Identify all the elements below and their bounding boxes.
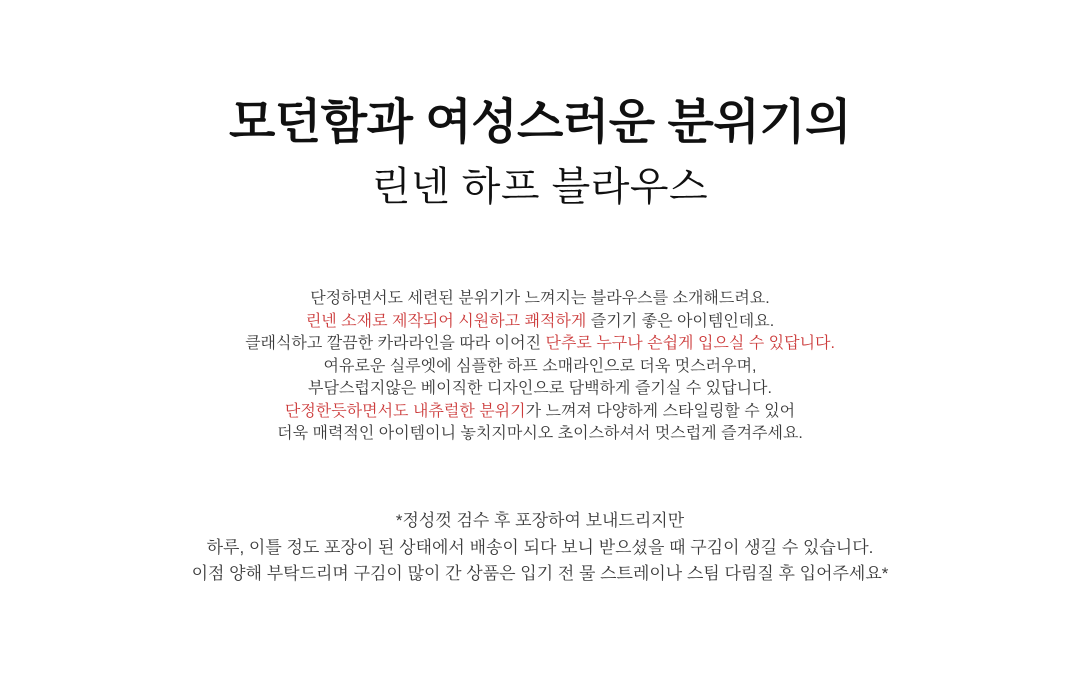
description-highlight-text: 린넨 소재로 제작되어 시원하고 쾌적하게 (305, 312, 587, 330)
description-plain-text: 가 느껴져 다양하게 스타일링할 수 있어 (525, 402, 796, 420)
description-line (0, 378, 1080, 401)
shipping-notice (0, 508, 1080, 588)
description-line (0, 423, 1080, 446)
description-plain-text: 클래식하고 깔끔한 카라라인을 따라 이어진 (245, 335, 546, 352)
description-line (0, 356, 1080, 379)
description-line (0, 288, 1080, 311)
product-description (0, 288, 1080, 446)
description-highlight-text: 단추로 누구나 손쉽게 입으실 수 있답니다. (545, 335, 835, 352)
description-line (0, 333, 1080, 356)
description-plain-text: 즐기기 좋은 아이템인데요. (586, 312, 775, 330)
description-plain-text: 여유로운 실루엣에 심플한 하프 소매라인으로 더욱 멋스러우며, (323, 357, 757, 375)
description-plain-text: 부담스럽지않은 베이직한 디자인으로 담백하게 즐기실 수 있답니다. (308, 380, 772, 397)
notice-line: 하루, 이틀 정도 포장이 된 상태에서 배송이 되다 보니 받으셨을 때 구김이 생길 수 있습니다. (206, 537, 874, 557)
description-plain-text: 더욱 매력적인 아이템이니 놓치지마시오 초이스하셔서 멋스럽게 즐겨주세요. (277, 425, 803, 442)
product-title-sub: 린넨 하프 블라우스 (371, 165, 709, 209)
notice-line: *정성껏 검수 후 포장하여 보내드리지만 (395, 511, 685, 530)
product-title-main: 모던함과 여성스러운 분위기의 (229, 96, 851, 149)
description-line (0, 401, 1080, 424)
description-line (0, 311, 1080, 334)
notice-line: 이점 양해 부탁드리며 구김이 많이 간 상품은 입기 전 물 스트레이나 스팀 다림질 후 입어주세요* (191, 564, 889, 583)
description-plain-text: 단정하면서도 세련된 분위기가 느껴지는 블라우스를 소개해드려요. (310, 290, 770, 307)
description-highlight-text: 단정한듯하면서도 내츄럴한 분위기 (284, 402, 526, 420)
